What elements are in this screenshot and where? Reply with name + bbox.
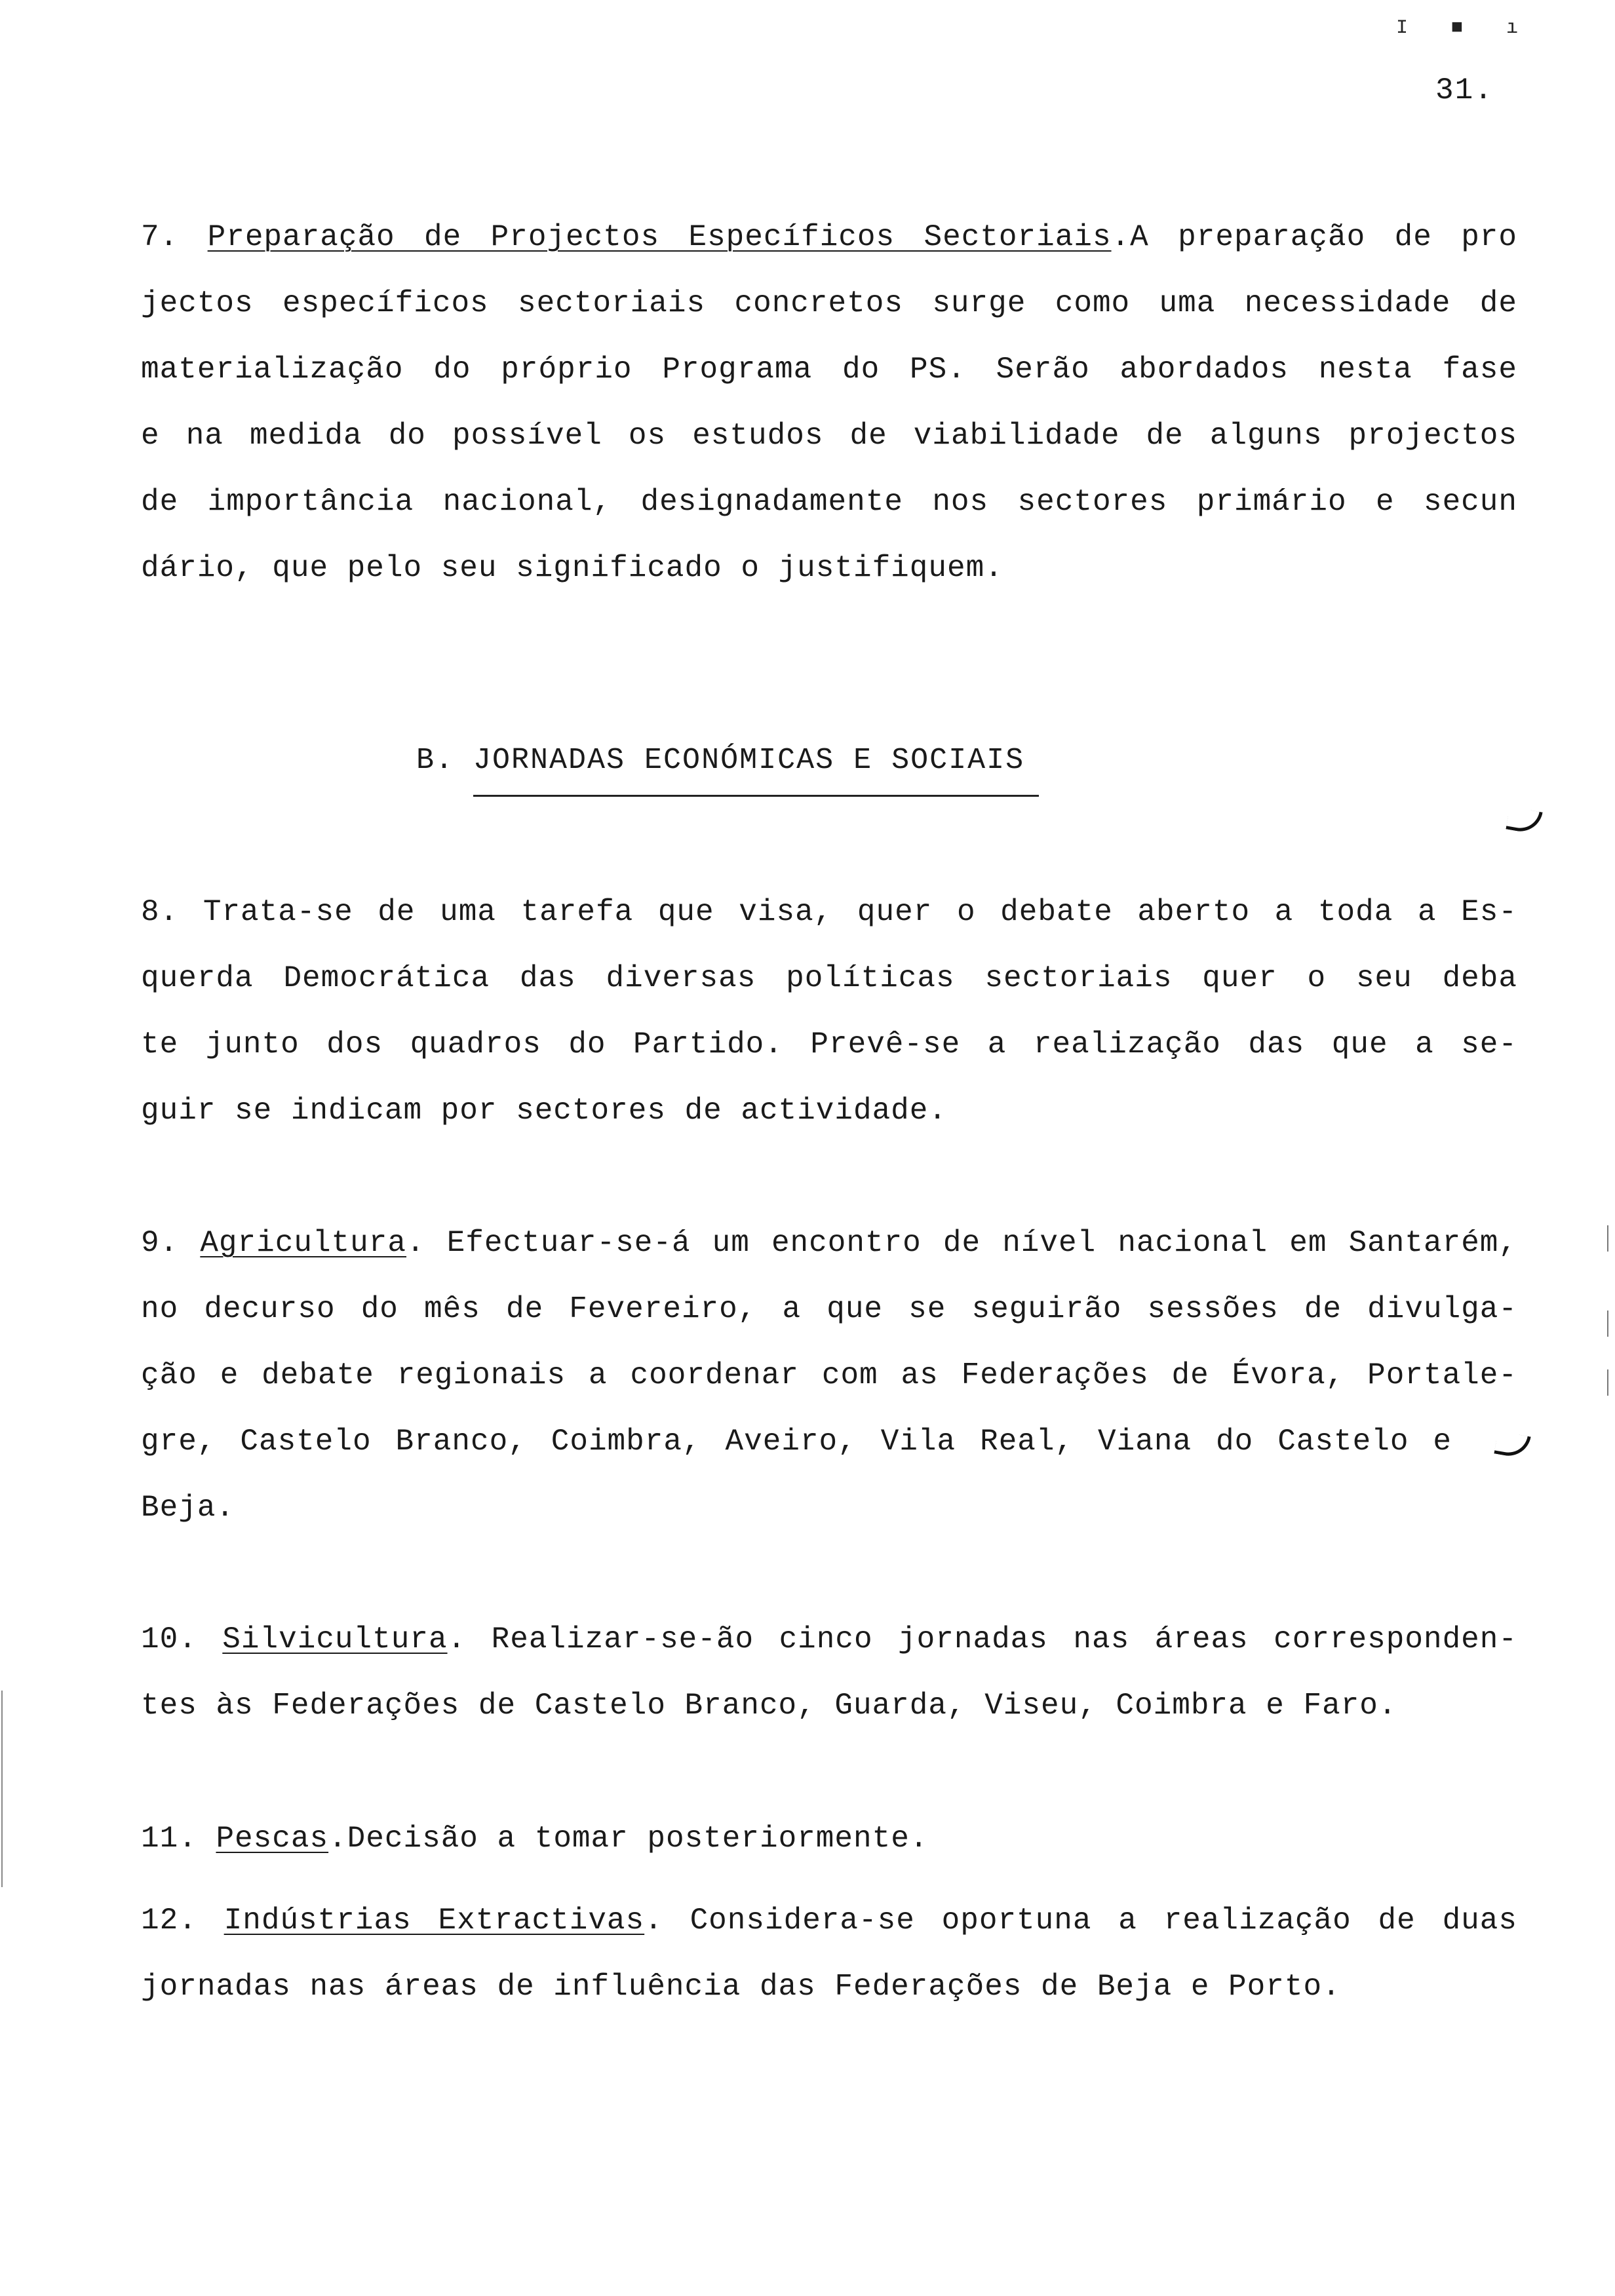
scan-margin-tick — [1607, 1225, 1608, 1252]
paragraph-line — [141, 1607, 1517, 1673]
paragraph-title: Agricultura — [200, 1226, 406, 1260]
paragraph-number: 12. — [141, 1904, 197, 1938]
top-marks: I ■ ı — [1396, 17, 1534, 39]
paragraph-number: 7. — [141, 220, 179, 254]
paragraph-line: guir se indicam por sectores de actividade. — [141, 1094, 947, 1128]
paragraph-line: materialização do próprio Programa do PS. Serão abordados nesta fase — [141, 353, 1517, 387]
paragraph-line: tes às Federações de Castelo Branco, Guarda, Viseu, Coimbra e Faro. — [141, 1689, 1397, 1723]
paragraph-number: 10. — [141, 1622, 197, 1656]
paragraph-line — [141, 1806, 1517, 1872]
paragraph-title: Pescas — [216, 1822, 329, 1856]
scan-margin-tick — [1607, 1311, 1608, 1337]
paragraph-text: . Considera-se oportuna a realização de duas — [644, 1904, 1517, 1938]
paragraph-number: 9. — [141, 1226, 179, 1260]
paragraph-8 — [141, 879, 1517, 1144]
paragraph-line: de importância nacional, designadamente nos sectores primário e secun — [141, 485, 1517, 519]
paragraph-line — [141, 1888, 1517, 1954]
paragraph-line: Beja. — [141, 1491, 235, 1525]
paragraph-number: 11. — [141, 1822, 197, 1856]
paragraph-text: .Decisão a tomar posteriormente. — [328, 1822, 929, 1856]
paragraph-11 — [141, 1806, 1517, 1872]
paragraph-text: . Realizar-se-ão cinco jornadas nas áreas corresponden- — [447, 1622, 1517, 1656]
paragraph-9 — [141, 1210, 1517, 1541]
paragraph-line: gre, Castelo Branco, Coimbra, Aveiro, Vila Real, Viana do Castelo e — [141, 1425, 1452, 1459]
paragraph-10 — [141, 1607, 1517, 1739]
paragraph-line — [141, 1210, 1517, 1276]
paragraph-line: ção e debate regionais a coordenar com as Federações de Évora, Portale- — [141, 1358, 1517, 1392]
paragraph-12 — [141, 1888, 1517, 2020]
paragraph-line: no decurso do mês de Fevereiro, a que se seguirão sessões de divulga- — [141, 1292, 1517, 1326]
paragraph-line: e na medida do possível os estudos de viabilidade de alguns projectos — [141, 419, 1517, 453]
section-heading: B. JORNADAS ECONÓMICAS E SOCIAIS — [416, 744, 1025, 777]
paragraph-line: querda Democrática das diversas políticas sectoriais quer o seu deba — [141, 961, 1517, 995]
scan-margin-line — [1, 1691, 3, 1887]
paragraph-line — [141, 204, 1517, 271]
heading-underline — [473, 795, 1039, 797]
paragraph-7 — [141, 204, 1517, 602]
paragraph-line: jectos específicos sectoriais concretos surge como uma necessidade de — [141, 286, 1517, 320]
paragraph-title: Indústrias Extractivas — [224, 1904, 645, 1938]
check-mark-icon — [1506, 807, 1542, 835]
paragraph-line: 8. Trata-se de uma tarefa que visa, quer o debate aberto a toda a Es- — [141, 895, 1517, 929]
page-number: 31. — [1435, 73, 1494, 107]
paragraph-text: . Efectuar-se-á um encontro de nível nacional em Santarém, — [406, 1226, 1518, 1260]
paragraph-title: Preparação de Projectos Específicos Sectoriais — [207, 220, 1112, 254]
paragraph-title: Silvicultura — [222, 1622, 448, 1656]
paragraph-line: dário, que pelo seu significado o justifiquem. — [141, 551, 1003, 585]
paragraph-line: te junto dos quadros do Partido. Prevê-se a realização das que a se- — [141, 1027, 1517, 1062]
scan-margin-tick — [1607, 1369, 1608, 1396]
paragraph-text: .A preparação de pro — [1111, 220, 1518, 254]
paragraph-line: jornadas nas áreas de influência das Federações de Beja e Porto. — [141, 1970, 1341, 2004]
